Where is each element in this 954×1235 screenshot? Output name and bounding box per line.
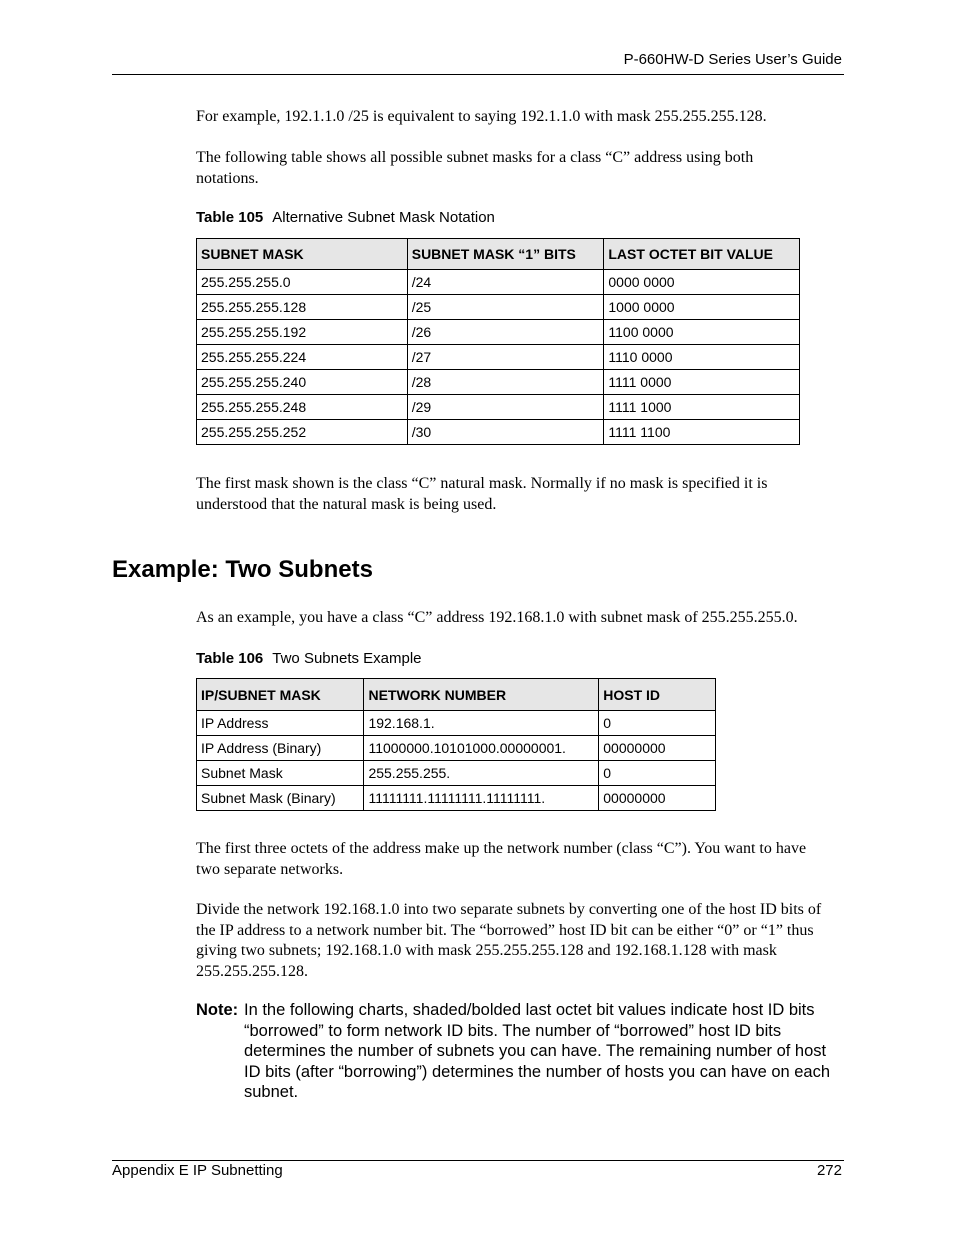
two-subnets-table <box>196 678 716 811</box>
table-row <box>197 370 800 395</box>
table-row <box>197 320 800 345</box>
column-header: HOST ID <box>599 679 716 711</box>
table-cell: 255.255.255.240 <box>197 370 408 395</box>
paragraph-natural-mask: The first mask shown is the class “C” natural mask. Normally if no mask is specified it is understood that the natural mask is being used. <box>196 475 768 513</box>
table-cell: Subnet Mask (Binary) <box>197 786 364 811</box>
table-cell: 1000 0000 <box>604 295 800 320</box>
table-cell: /26 <box>407 320 604 345</box>
table-cell: 255.255.255.252 <box>197 420 408 445</box>
table-cell: 0 <box>599 711 716 736</box>
table-cell: /30 <box>407 420 604 445</box>
table-header-row <box>197 679 716 711</box>
section-heading: Example: Two Subnets <box>112 556 373 583</box>
table-row <box>197 761 716 786</box>
table-row <box>197 736 716 761</box>
table-cell: 255.255.255. <box>364 761 599 786</box>
column-header: SUBNET MASK “1” BITS <box>407 239 604 270</box>
table-cell: Subnet Mask <box>197 761 364 786</box>
table-cell: 00000000 <box>599 736 716 761</box>
table-106-label: Table 106 <box>196 650 264 667</box>
subnet-mask-notation-table <box>196 238 800 445</box>
table-row <box>197 711 716 736</box>
table-cell: 255.255.255.0 <box>197 270 408 295</box>
note-label: Note: <box>196 1001 239 1019</box>
table-cell: 255.255.255.192 <box>197 320 408 345</box>
table-106-caption <box>196 650 422 667</box>
table-cell: 00000000 <box>599 786 716 811</box>
table-cell: 1100 0000 <box>604 320 800 345</box>
table-cell: IP Address <box>197 711 364 736</box>
table-cell: 11000000.10101000.00000001. <box>364 736 599 761</box>
table-row <box>197 295 800 320</box>
table-cell: 255.255.255.248 <box>197 395 408 420</box>
paragraph-network-number: The first three octets of the address make up the network number (class “C”). You want to have two separate networks. <box>196 840 807 878</box>
table-105-label: Table 105 <box>196 209 264 226</box>
column-header: NETWORK NUMBER <box>364 679 599 711</box>
table-105-title: Alternative Subnet Mask Notation <box>272 209 495 226</box>
note-text: In the following charts, shaded/bolded last octet bit values indicate host ID bits “borrowed” to form network ID bits. The number of “borrowed” host ID bits determines the number of subnets you can have. The remaining number of host ID bits (after “borrowing”) determines the number of hosts you can have on each subnet. <box>244 1001 831 1101</box>
table-header-row <box>197 239 800 270</box>
table-106-title: Two Subnets Example <box>272 650 422 667</box>
table-row <box>197 420 800 445</box>
table-cell: IP Address (Binary) <box>197 736 364 761</box>
footer-section-title: Appendix E IP Subnetting <box>112 1162 283 1179</box>
running-header: P-660HW-D Series User’s Guide <box>623 51 842 68</box>
column-header: SUBNET MASK <box>197 239 408 270</box>
paragraph-table-intro: The following table shows all possible subnet masks for a class “C” address using both notations. <box>196 149 754 187</box>
note-block <box>196 1000 846 1103</box>
table-cell: 192.168.1. <box>364 711 599 736</box>
table-cell: /27 <box>407 345 604 370</box>
table-cell: 1110 0000 <box>604 345 800 370</box>
table-row <box>197 395 800 420</box>
column-header: LAST OCTET BIT VALUE <box>604 239 800 270</box>
table-cell: 255.255.255.128 <box>197 295 408 320</box>
table-cell: 1111 1000 <box>604 395 800 420</box>
table-cell: /28 <box>407 370 604 395</box>
table-105-caption <box>196 209 495 226</box>
column-header: IP/SUBNET MASK <box>197 679 364 711</box>
table-row <box>197 345 800 370</box>
table-cell: 11111111.11111111.11111111. <box>364 786 599 811</box>
paragraph-example-intro: As an example, you have a class “C” address 192.168.1.0 with subnet mask of 255.255.255.0. <box>196 609 798 626</box>
table-cell: 0000 0000 <box>604 270 800 295</box>
table-cell: /25 <box>407 295 604 320</box>
footer-rule <box>112 1160 844 1161</box>
header-rule <box>112 74 844 75</box>
table-cell: 0 <box>599 761 716 786</box>
paragraph-divide-network: Divide the network 192.168.1.0 into two separate subnets by converting one of the host ID bits of the IP address to a network number bit. The “borrowed” host ID bit can be either “0” or “1” thus giving two subnets; 192.168.1.0 with mask 255.255.255.128 and 192.168.1.128 with mask 255.255.255.128. <box>196 901 822 980</box>
table-cell: 1111 1100 <box>604 420 800 445</box>
page-number: 272 <box>816 1162 842 1179</box>
table-cell: 255.255.255.224 <box>197 345 408 370</box>
table-row <box>197 270 800 295</box>
paragraph-cidr-example: For example, 192.1.1.0 /25 is equivalent to saying 192.1.1.0 with mask 255.255.255.128. <box>196 108 767 125</box>
table-row <box>197 786 716 811</box>
table-cell: /29 <box>407 395 604 420</box>
table-cell: 1111 0000 <box>604 370 800 395</box>
table-cell: /24 <box>407 270 604 295</box>
